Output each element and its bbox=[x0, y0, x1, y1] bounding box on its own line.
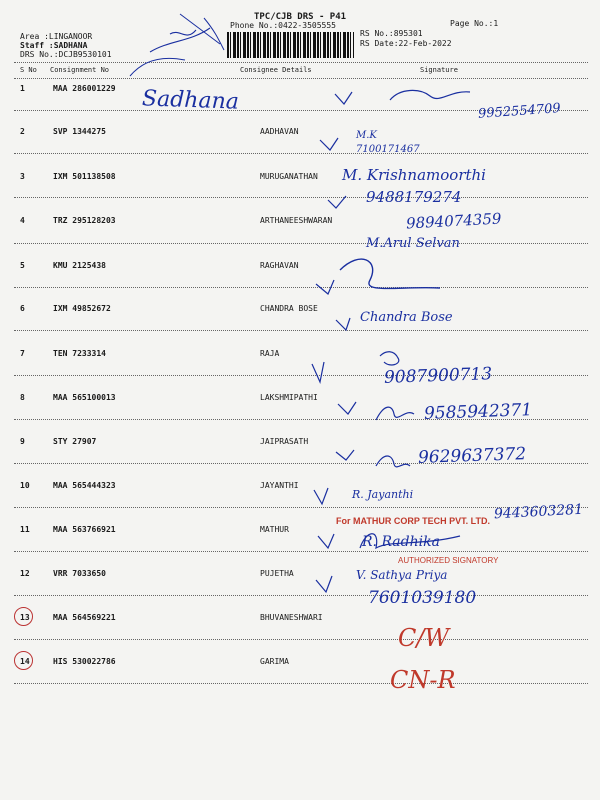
header-signature-scribble bbox=[150, 28, 210, 52]
row-sno: 4 bbox=[20, 216, 25, 225]
consignee-name: LAKSHMIPATHI bbox=[260, 393, 318, 402]
row-sno: 12 bbox=[20, 569, 30, 578]
handwritten-signature: V. Sathya Priya bbox=[356, 568, 448, 582]
consignee-name: GARIMA bbox=[260, 657, 289, 666]
consignment-no: IXM 49852672 bbox=[53, 304, 111, 313]
consignment-no: STY 27907 bbox=[53, 437, 97, 446]
consignment-no: IXM 501138508 bbox=[53, 172, 116, 181]
consignee-name: RAJA bbox=[260, 349, 280, 358]
row-sno: 14 bbox=[20, 657, 30, 666]
red-handwritten-mark: C/W bbox=[398, 624, 450, 652]
signature-scribble bbox=[380, 352, 399, 365]
col-signature: Signature bbox=[420, 66, 458, 74]
row-sno: 7 bbox=[20, 349, 25, 358]
consignment-no: KMU 2125438 bbox=[53, 261, 106, 270]
row-sno: 10 bbox=[20, 481, 30, 490]
handwritten-signature: M.Arul Selvan bbox=[366, 236, 460, 251]
handwritten-phone: 7100171467 bbox=[356, 144, 420, 155]
handwritten-phone: 9629637372 bbox=[417, 444, 527, 468]
consignee-name: BHUVANESHWARI bbox=[260, 613, 323, 622]
handwritten-phone: 7601039180 bbox=[368, 588, 477, 608]
header-loop-stroke bbox=[130, 58, 185, 76]
consignment-no: TRZ 295128203 bbox=[53, 216, 116, 225]
handwritten-name: Sadhana bbox=[141, 86, 240, 115]
consignee-name: CHANDRA BOSE bbox=[260, 304, 318, 313]
consignment-no: MAA 565100013 bbox=[53, 393, 116, 402]
rs-date: RS Date:22-Feb-2022 bbox=[360, 39, 452, 48]
drs-number: DRS No.:DCJB9530101 bbox=[20, 50, 112, 59]
row-sno: 8 bbox=[20, 393, 25, 402]
signature-scribble bbox=[340, 259, 440, 288]
handwritten-phone: 9443603281 bbox=[493, 501, 584, 523]
consignment-no: HIS 530022786 bbox=[53, 657, 116, 666]
consignment-no: MAA 564569221 bbox=[53, 613, 116, 622]
tick-mark bbox=[316, 280, 334, 294]
row-sno: 5 bbox=[20, 261, 25, 270]
tick-mark bbox=[314, 488, 328, 504]
signature-scribble bbox=[376, 407, 414, 420]
consignee-name: JAYANTHI bbox=[260, 481, 299, 490]
col-consignment: Consignment No bbox=[50, 66, 110, 74]
sheet-title: TPC/CJB DRS - P41 bbox=[253, 12, 347, 22]
tick-mark bbox=[312, 362, 324, 382]
consignee-name: JAIPRASATH bbox=[260, 437, 309, 446]
row-sno: 9 bbox=[20, 437, 25, 446]
rs-number: RS No.:895301 bbox=[360, 29, 423, 38]
tick-mark bbox=[336, 450, 354, 460]
phone-number: Phone No.:0422-3505555 bbox=[230, 21, 336, 30]
consignee-name: MURUGANATHAN bbox=[260, 172, 318, 181]
tick-mark bbox=[318, 534, 334, 548]
stamp-signature: R. Radhika bbox=[362, 534, 440, 550]
handwritten-signature: Chandra Bose bbox=[360, 310, 453, 325]
consignment-no: TEN 7233314 bbox=[53, 349, 106, 358]
signature-scribble bbox=[376, 456, 410, 467]
handwritten-phone: 9952554709 bbox=[477, 101, 562, 122]
company-stamp: For MATHUR CORP TECH PVT. LTD. bbox=[336, 516, 490, 526]
page-number: Page No.:1 bbox=[450, 19, 499, 28]
header-slash-stroke bbox=[180, 14, 224, 50]
tick-mark bbox=[335, 92, 352, 104]
tick-mark bbox=[338, 402, 356, 414]
consignment-no: MAA 563766921 bbox=[53, 525, 116, 534]
col-consignee: Consignee Details bbox=[240, 66, 312, 74]
consignee-name: PUJETHA bbox=[260, 569, 294, 578]
row-sno: 2 bbox=[20, 127, 25, 136]
handwritten-phone: 9488179274 bbox=[366, 188, 462, 206]
handwritten-phone: 9585942371 bbox=[423, 400, 533, 424]
tick-mark bbox=[328, 196, 346, 208]
handwritten-phone: 9894074359 bbox=[405, 209, 502, 233]
area-label: Area :LINGANOOR bbox=[20, 32, 93, 41]
red-handwritten-mark: CN-R bbox=[390, 666, 456, 694]
handwritten-signature: M. Krishnamoorthi bbox=[342, 166, 486, 184]
handwritten-signature: M.K bbox=[356, 130, 377, 141]
authorized-signatory: AUTHORIZED SIGNATORY bbox=[398, 556, 499, 565]
signature-scribble bbox=[390, 90, 470, 100]
col-sno: S No bbox=[20, 66, 37, 74]
consignment-no: SVP 1344275 bbox=[53, 127, 106, 136]
row-sno: 6 bbox=[20, 304, 25, 313]
consignee-name: RAGHAVAN bbox=[260, 261, 299, 270]
row-sno: 11 bbox=[20, 525, 30, 534]
handwritten-phone: 9087900713 bbox=[383, 364, 493, 388]
consignment-no: MAA 565444323 bbox=[53, 481, 116, 490]
staff-label: Staff :SADHANA bbox=[20, 41, 88, 50]
tick-mark bbox=[336, 318, 350, 330]
row-sno: 13 bbox=[20, 613, 30, 622]
consignee-name: ARTHANEESHWARAN bbox=[260, 216, 333, 225]
row-sno: 3 bbox=[20, 172, 25, 181]
handwritten-signature: R. Jayanthi bbox=[352, 488, 414, 501]
consignment-no: MAA 286001229 bbox=[53, 84, 116, 93]
consignee-name: AADHAVAN bbox=[260, 127, 299, 136]
tick-mark bbox=[316, 576, 332, 592]
consignment-no: VRR 7033650 bbox=[53, 569, 106, 578]
row-sno: 1 bbox=[20, 84, 25, 93]
tick-mark bbox=[320, 138, 338, 150]
consignee-name: MATHUR bbox=[260, 525, 289, 534]
